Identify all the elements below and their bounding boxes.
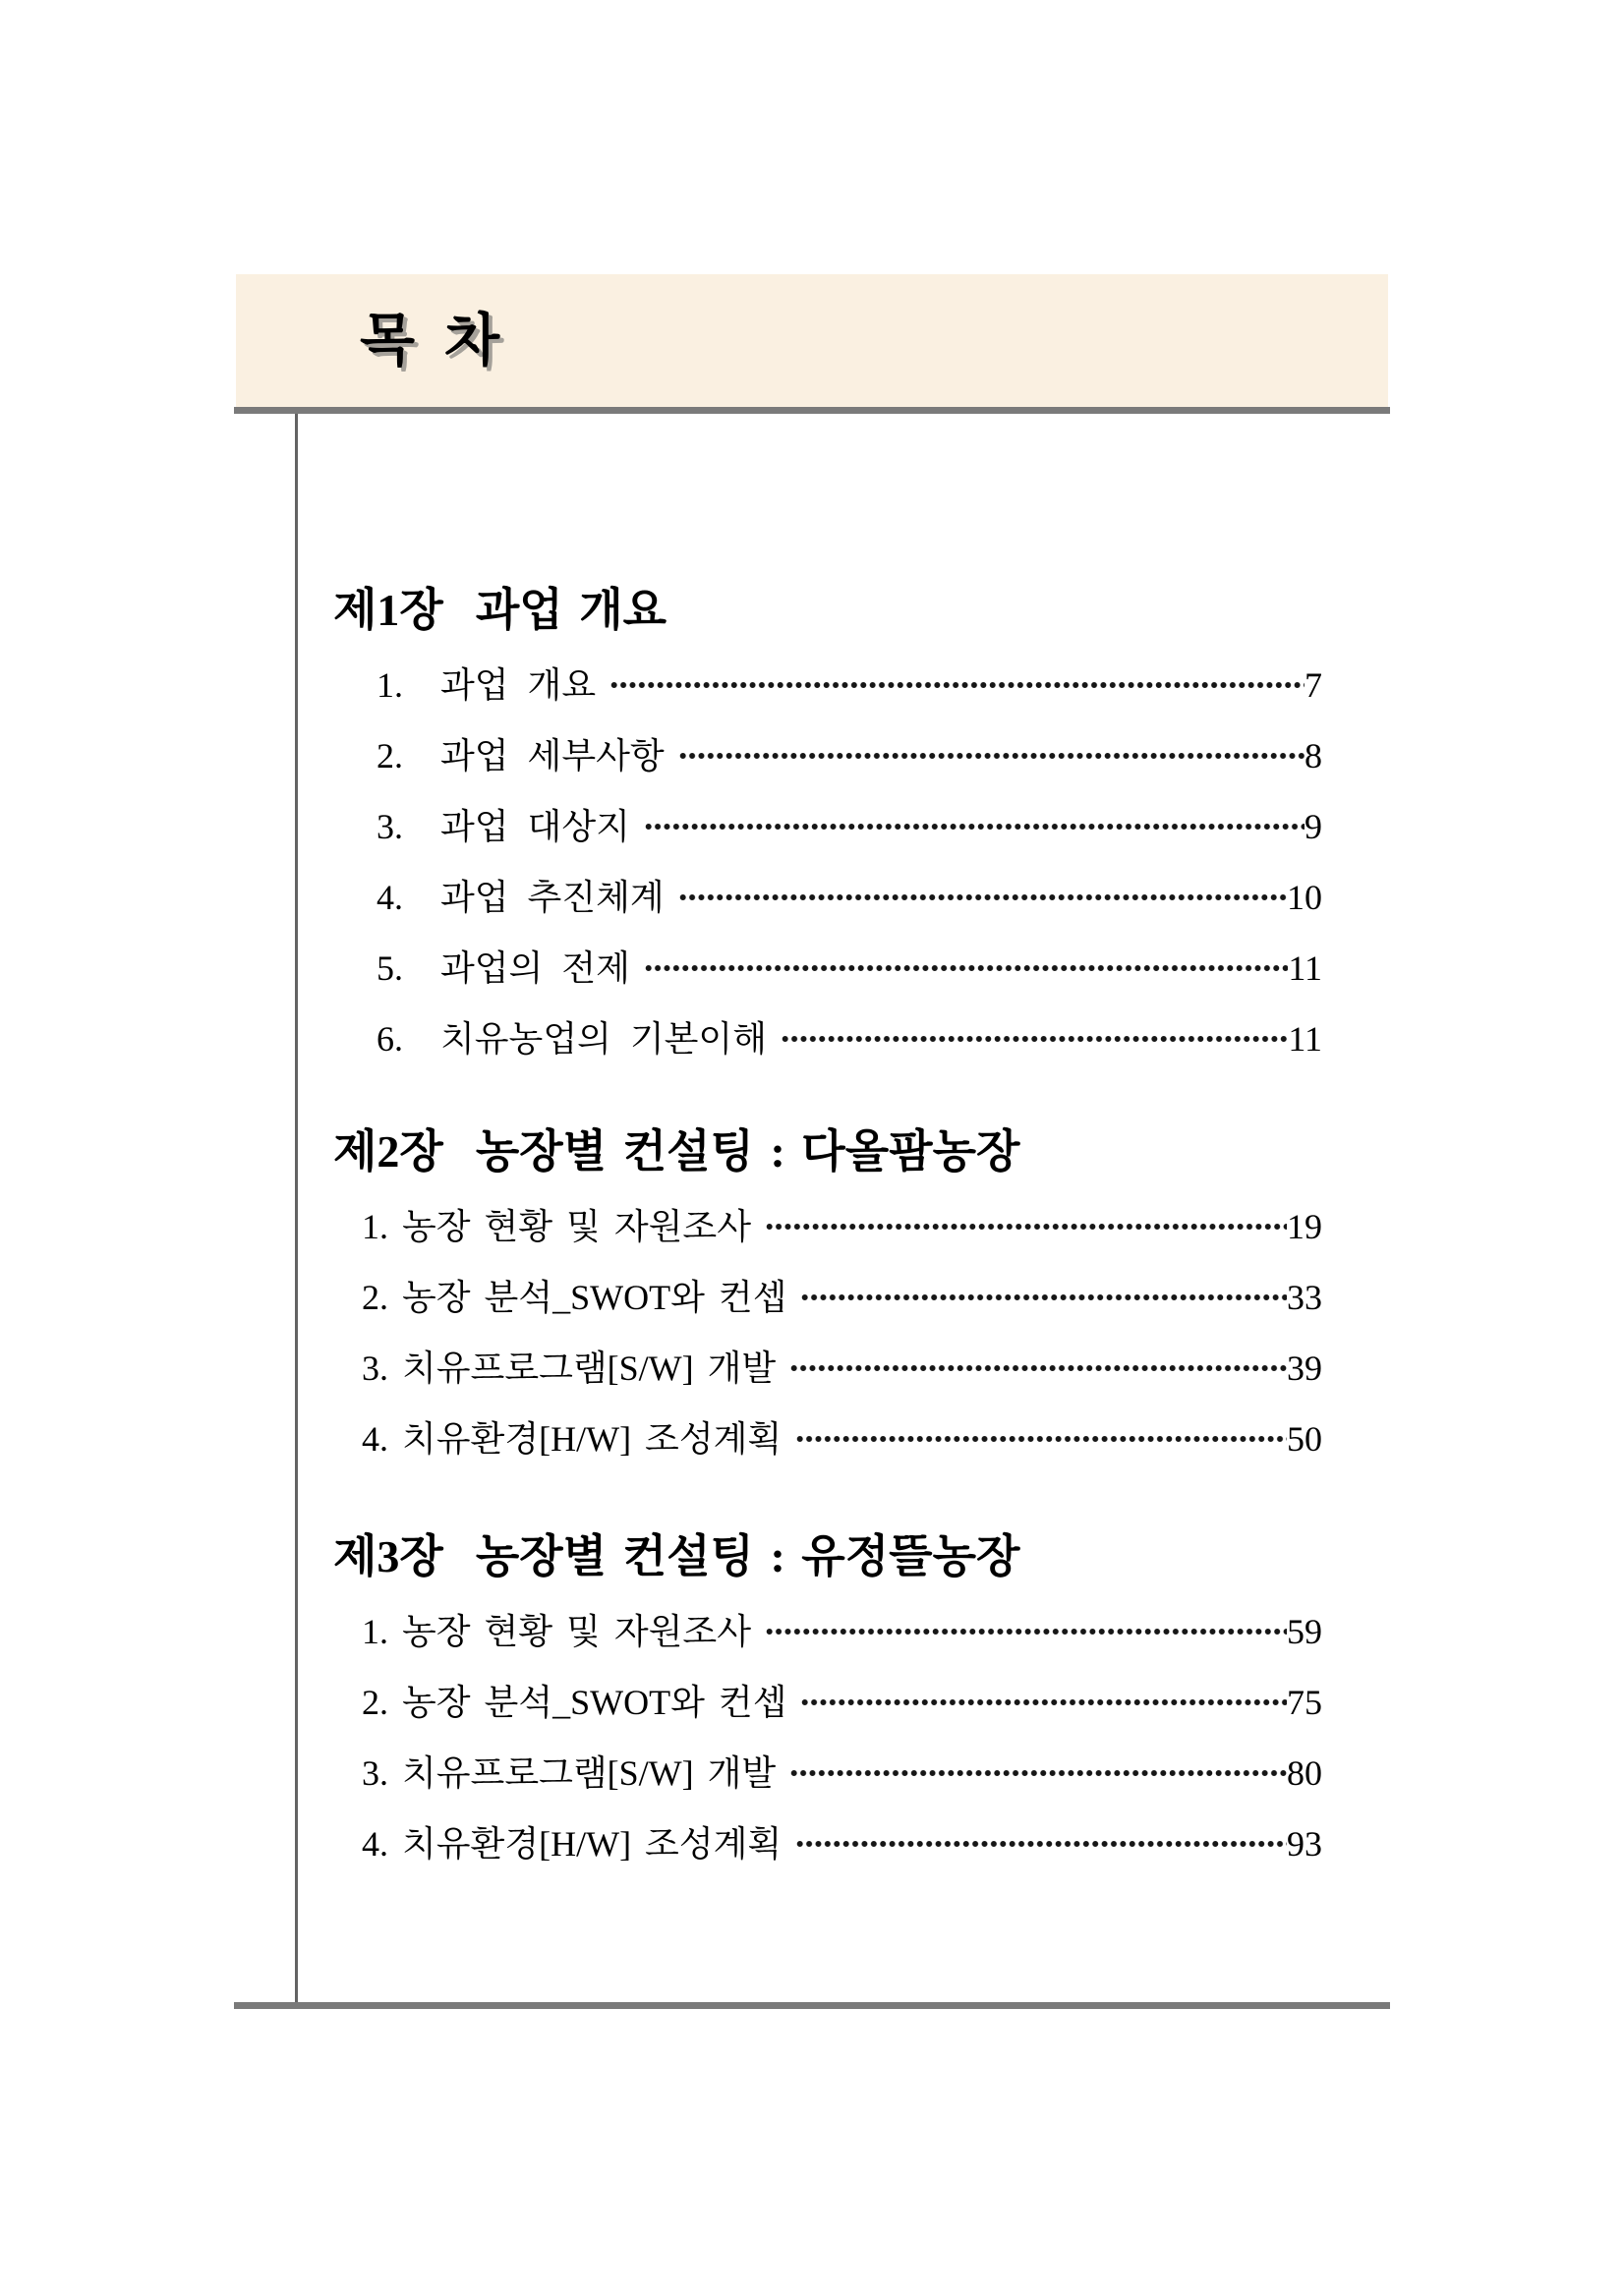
toc-entry-label: 2. 과업 세부사항 xyxy=(377,736,665,775)
toc-entry xyxy=(377,1016,1322,1062)
chapter-heading: 제3장 농장별 컨설팅 : 유정뜰농장 xyxy=(333,1531,1020,1581)
toc-entry xyxy=(362,1204,1322,1249)
page-number: 93 xyxy=(1287,1824,1322,1864)
dotted-leader xyxy=(678,752,1305,760)
header-rule xyxy=(234,407,1390,414)
toc-entry-label: 3. 과업 대상지 xyxy=(377,807,630,846)
toc-entry-label: 4. 치유환경[H/W] 조성계획 xyxy=(362,1419,783,1459)
toc-title-banner xyxy=(236,274,1388,407)
toc-entry xyxy=(377,733,1322,778)
chapter-section-3 xyxy=(333,1487,1322,1892)
toc-entry-label: 5. 과업의 전제 xyxy=(377,948,630,988)
toc-entry-label: 2. 농장 분석_SWOT와 컨셉 xyxy=(362,1278,787,1317)
page-number: 59 xyxy=(1287,1612,1322,1651)
toc-entry xyxy=(377,946,1322,991)
chapter-heading: 제2장 농장별 컨설팅 : 다올팜농장 xyxy=(333,1126,1020,1177)
dotted-leader xyxy=(644,964,1288,972)
toc-entry-label: 4. 치유환경[H/W] 조성계획 xyxy=(362,1824,783,1864)
page-number: 19 xyxy=(1287,1207,1322,1246)
page-number: 50 xyxy=(1287,1419,1322,1459)
toc-entry-label: 6. 치유농업의 기본이해 xyxy=(377,1019,767,1059)
toc-entry xyxy=(362,1609,1322,1654)
page-number: 9 xyxy=(1305,807,1322,846)
toc-entry xyxy=(362,1751,1322,1796)
toc-entry xyxy=(362,1275,1322,1320)
dotted-leader xyxy=(800,1698,1287,1706)
toc-entry-label: 4. 과업 추진체계 xyxy=(377,878,665,917)
page-number: 39 xyxy=(1287,1349,1322,1388)
page-title: 목 차 xyxy=(360,309,501,373)
toc-entry xyxy=(362,1821,1322,1866)
dotted-leader xyxy=(781,1035,1288,1043)
page-number: 11 xyxy=(1288,948,1322,988)
page-number: 7 xyxy=(1305,665,1322,705)
dotted-leader xyxy=(765,1628,1287,1636)
toc-entry xyxy=(362,1416,1322,1462)
dotted-leader xyxy=(795,1435,1287,1443)
bottom-rule xyxy=(234,2002,1390,2009)
toc-entry-label: 1. 과업 개요 xyxy=(377,665,597,705)
page-number: 8 xyxy=(1305,736,1322,775)
toc-entry-label: 1. 농장 현황 및 자원조사 xyxy=(362,1207,751,1246)
toc-entry xyxy=(362,1346,1322,1391)
toc-entry xyxy=(377,662,1322,708)
chapter-section-1 xyxy=(333,585,1322,1087)
table-of-contents xyxy=(333,585,1322,1892)
left-side-rule xyxy=(295,414,298,2002)
toc-entry-label: 3. 치유프로그램[S/W] 개발 xyxy=(362,1753,777,1793)
page-number: 33 xyxy=(1287,1278,1322,1317)
dotted-leader xyxy=(800,1293,1287,1301)
page-number: 11 xyxy=(1288,1019,1322,1059)
dotted-leader xyxy=(644,823,1305,831)
chapter-section-2 xyxy=(333,1087,1322,1487)
dotted-leader xyxy=(795,1840,1287,1848)
page-number: 80 xyxy=(1287,1753,1322,1793)
page-number: 75 xyxy=(1287,1683,1322,1722)
dotted-leader xyxy=(765,1223,1287,1231)
toc-entry xyxy=(362,1680,1322,1725)
toc-entry xyxy=(377,804,1322,849)
chapter-heading: 제1장 과업 개요 xyxy=(333,585,667,635)
dotted-leader xyxy=(609,681,1305,689)
dotted-leader xyxy=(789,1769,1287,1777)
toc-entry-label: 1. 농장 현황 및 자원조사 xyxy=(362,1612,751,1651)
page-number: 10 xyxy=(1287,878,1322,917)
dotted-leader xyxy=(678,893,1287,901)
toc-entry-label: 3. 치유프로그램[S/W] 개발 xyxy=(362,1349,777,1388)
toc-entry-label: 2. 농장 분석_SWOT와 컨셉 xyxy=(362,1683,787,1722)
toc-entry xyxy=(377,875,1322,920)
dotted-leader xyxy=(789,1364,1287,1372)
